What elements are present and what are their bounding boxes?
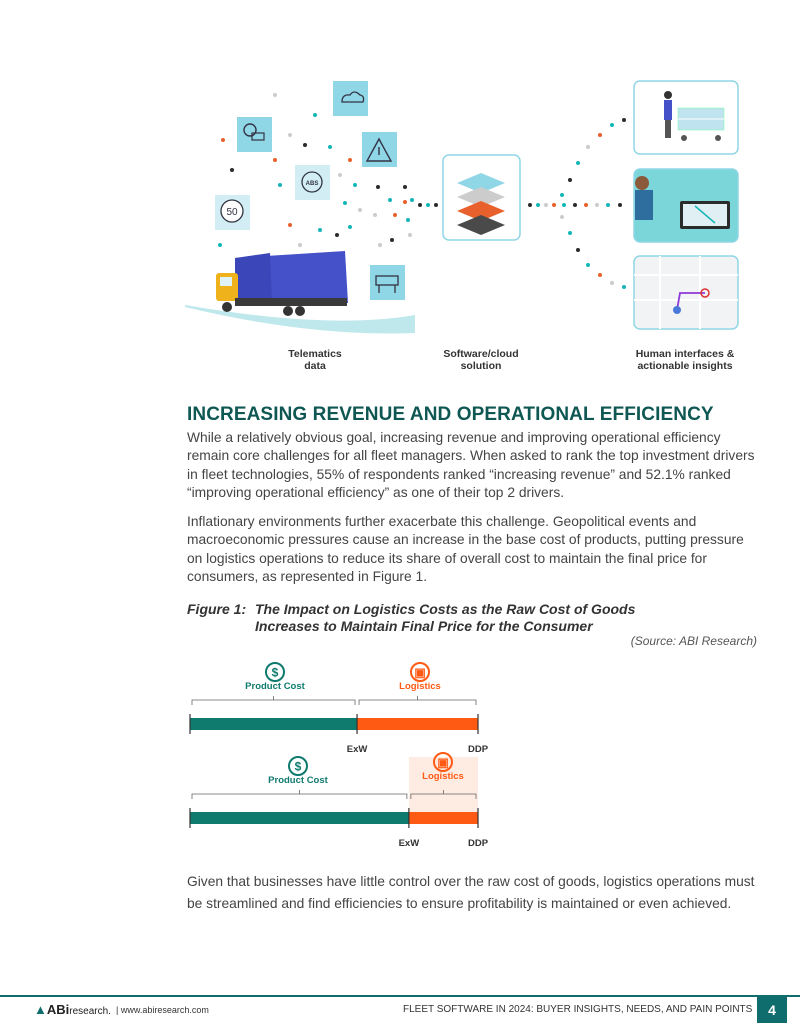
logistics-bar [357,718,478,730]
logistics-cost-figure [180,655,500,855]
product-cost-bar [190,718,357,730]
ddp-label: DDP [467,838,489,849]
paragraph-1: While a relatively obvious goal, increasing revenue and improving operational efficiency remain core challenges for all fleet managers. When asked to rank the top investment drivers in fleet technologies, 55% of respondents ranked “increasing revenue” and 52.1% ranked “improving operational efficiency” as one of their top 2 drivers. [187,430,755,500]
paragraph-2: Inflationary environments further exacerbate this challenge. Geopolitical events and macroeconomic pressures cause an increase in the base cost of products, putting pressure on logistics operations to reduce its share of overall cost to maintain the final price for consumers, as represented in Figure 1. [187,514,744,584]
label-software: Software/cloud solution [443,348,519,372]
flow-dots [528,118,626,289]
figure-title: The Impact on Logistics Costs as the Raw Cost of Goods Increases to Maintain Final Price for the Consumer [255,601,636,634]
worker-cart-icon [634,81,738,154]
footer-rule [0,995,800,997]
speed-50-icon [215,195,250,230]
exw-label: ExW [398,838,420,849]
warning-icon [362,132,397,167]
product-bracket [192,790,407,799]
abs-icon [295,165,330,200]
logistics-box-icon-glyph: ▣ [437,755,449,770]
section-heading: INCREASING REVENUE AND OPERATIONAL EFFICIENCY [187,404,714,425]
figure-caption [187,601,707,637]
blocked-road-icon [370,265,405,300]
footer-url: | www.abiresearch.com [116,1005,209,1015]
truck-icon [216,251,348,316]
logistics-bracket [359,696,476,705]
product-cost-bar [190,812,409,824]
logistics-bar [409,812,478,824]
figure-source: (Source: ABI Research) [630,634,757,648]
paragraph-3: Given that businesses have little control over the raw cost of goods, logistics operations must be streamlined and find efficiencies to ensure profitability is maintained or even achieved. [187,874,755,911]
product-cost-label: Product Cost [268,775,328,786]
logistics-box-icon-glyph: ▣ [414,665,426,680]
product-cost-label: Product Cost [245,681,305,692]
clock-truck-icon [237,117,272,152]
logistics-label: Logistics [399,681,441,692]
dollar-icon [266,663,284,681]
label-telematics: Telematics data [288,348,342,372]
figure-number: Figure 1: [187,601,247,617]
product-bracket [192,696,355,705]
svg-text:50: 50 [226,207,238,218]
dollar-icon [289,757,307,775]
footer-logo: ▲ABiresearch. [34,1002,111,1017]
telematics-illustration [180,75,760,345]
dollar-icon-glyph: $ [271,665,279,680]
exw-label: ExW [346,744,368,755]
weather-icon [333,81,368,116]
logo-mark-icon: ▲ [34,1002,47,1017]
logistics-label: Logistics [422,771,464,782]
ddp-label: DDP [467,744,489,755]
svg-text:ABS: ABS [305,181,319,187]
cloud-stack-icon [443,155,520,240]
logistics-box-icon [411,663,429,681]
dollar-icon-glyph: $ [294,759,302,774]
label-human-interfaces: Human interfaces & actionable insights [635,348,735,372]
map-route-icon [634,256,738,329]
page-number: 4 [757,997,787,1023]
driver-tablet-icon [634,169,738,242]
footer-title: FLEET SOFTWARE IN 2024: BUYER INSIGHTS, NEEDS, AND PAIN POINTS [403,1004,753,1015]
